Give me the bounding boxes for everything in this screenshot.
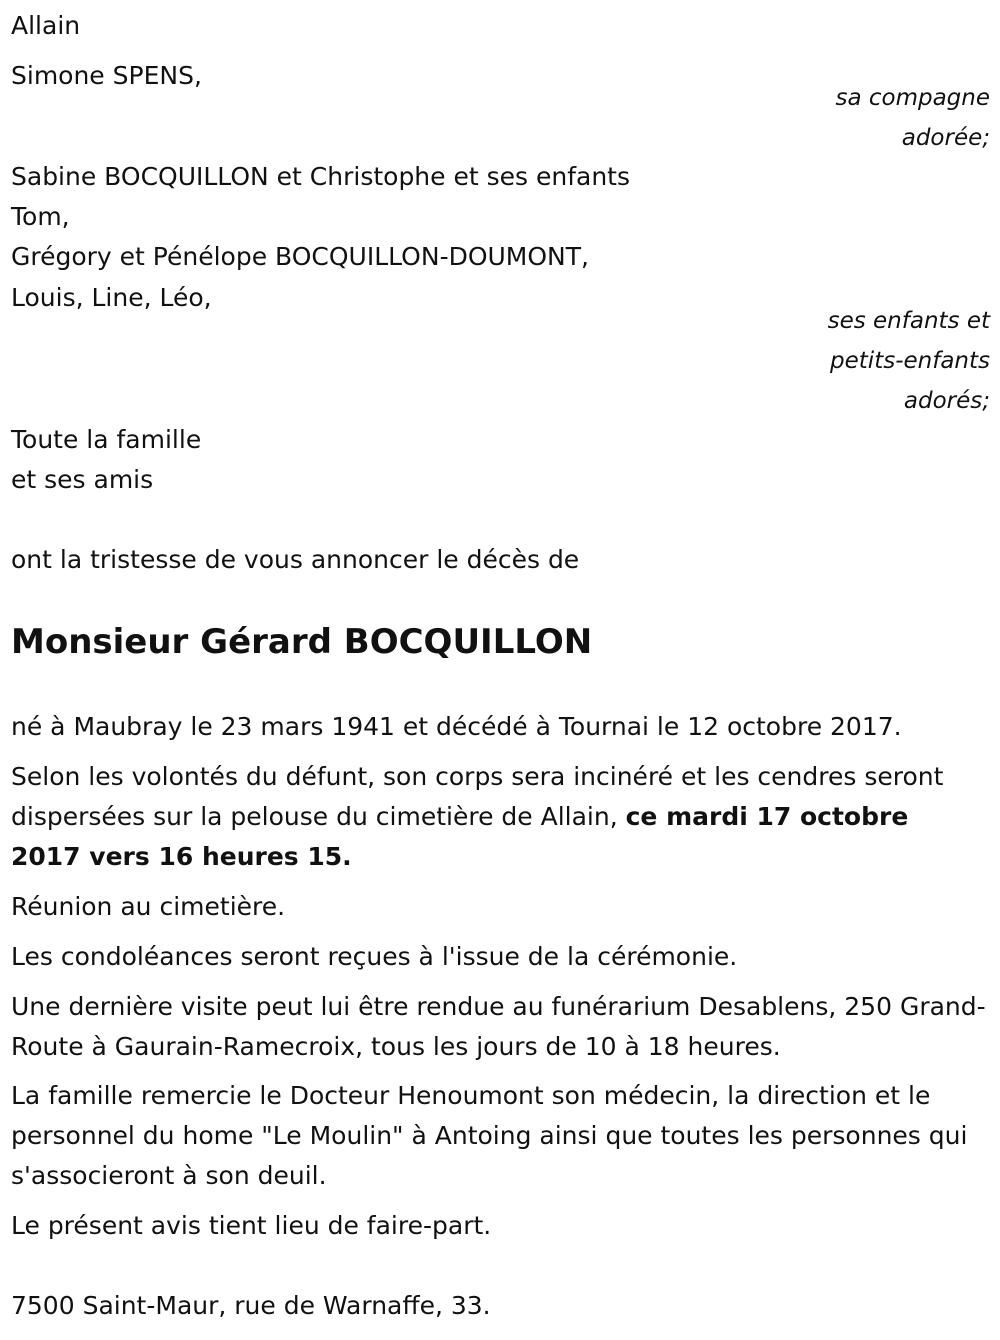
companion-role-line2: adorée; — [901, 125, 990, 151]
ceremony-datetime: ce mardi 17 octobre 2017 vers 16 heures 15. — [11, 802, 909, 871]
birth-death-dates: né à Maubray le 23 mars 1941 et décédé à Tournai le 12 octobre 2017. — [11, 712, 902, 741]
children-line4: Louis, Line, Léo, — [11, 283, 212, 312]
notice-text: Le présent avis tient lieu de faire-part. — [11, 1211, 492, 1240]
thanks-paragraph: La famille remercie le Docteur Henoumont son médecin, la direction et le personnel du home "Le Moulin" à Antoing ainsi que toutes les personnes qui s'associeront à son deuil. — [11, 1081, 968, 1190]
address: 7500 Saint-Maur, rue de Warnaffe, 33. — [11, 1291, 491, 1320]
companion-name: Simone SPENS, — [11, 61, 202, 90]
meeting-info: Réunion au cimetière. — [11, 892, 286, 921]
ceremony-text: Selon les volontés du défunt, son corps sera inciné​ré et les cendres seront dispersées sur la pelouse du cimetière de Allain, — [11, 762, 944, 831]
family-line1: Toute la famille — [11, 425, 202, 454]
announcement: ont la tristesse de vous annoncer le décès de — [11, 545, 580, 574]
children-role-line1: ses enfants et — [827, 308, 990, 334]
companion-role-line1: sa compagne — [835, 85, 990, 111]
children-role-line3: adorés; — [903, 388, 990, 414]
children-line1: Sabine BOCQUILLON et Christophe et ses enfants — [11, 162, 631, 191]
deceased-name: Monsieur Gérard BOCQUILLON — [11, 622, 593, 662]
visit-info: Une dernière visite peut lui être rendue au funérarium Desablens, 250 Grand-Route à Gaurain-Ramecroix, tous les jours de 10 à 18 heures. — [11, 992, 986, 1061]
place-name: Allain — [11, 11, 81, 40]
children-role-line2: petits-enfants — [830, 348, 990, 374]
ceremony-paragraph — [11, 757, 986, 877]
family-line2: et ses amis — [11, 465, 154, 494]
children-line2: Tom, — [11, 202, 70, 231]
children-line3: Grégory et Pénélope BOCQUILLON-DOUMONT, — [11, 242, 589, 271]
condolences-info: Les condoléances seront reçues à l'issue de la cérémonie. — [11, 942, 738, 971]
